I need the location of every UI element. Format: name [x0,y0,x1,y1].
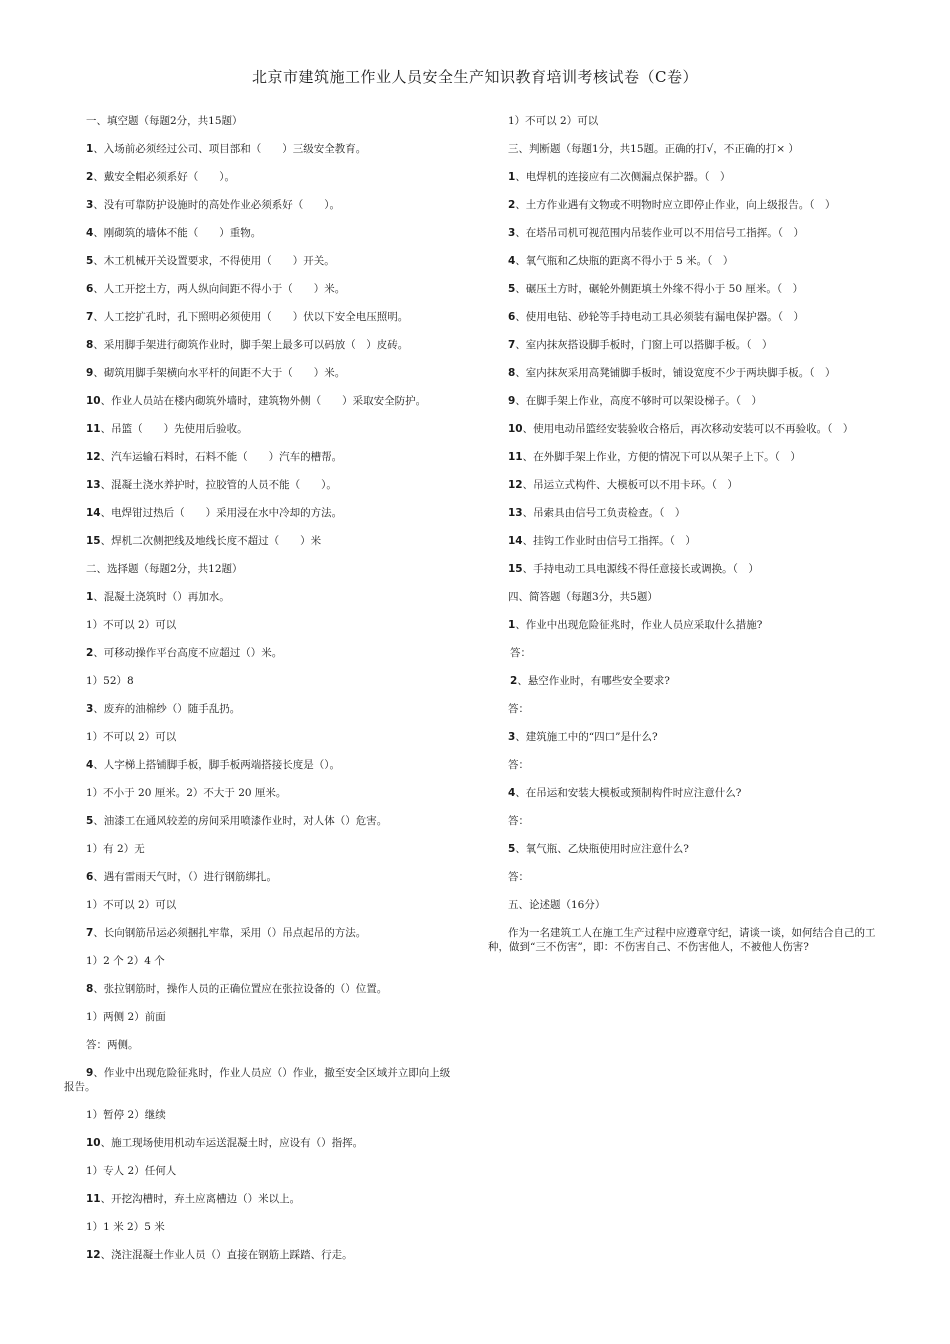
question-number: 15 [508,563,523,575]
question-line [508,226,804,240]
question-text: 、可移动操作平台高度不应超过（）米。 [93,647,283,659]
question-line [86,590,230,604]
question-number: 7 [86,311,94,323]
question-line [86,506,342,520]
question-line [86,1066,450,1080]
question-number: 9 [86,367,94,379]
question-number: 11 [86,1193,101,1205]
question-text: 、室内抹灰采用高凳铺脚手板时，铺设宽度不少于两块脚手板。（ ） [515,367,836,379]
text-line [508,926,876,940]
question-line [86,170,235,184]
question-text: 1）不可以 2）可以 [508,115,599,127]
question-text: 、使用电钻、砂轮等手持电动工具必须装有漏电保护器。（ ） [515,311,805,323]
question-text: 、在吊运和安装大模板或预制构件时应注意什么? [515,787,742,799]
question-text: 、室内抹灰搭设脚手板时，门窗上可以搭脚手板。（ ） [515,339,773,351]
question-text: 、废弃的油棉纱（）随手乱扔。 [93,703,241,715]
question-text: 、建筑施工中的“四口”是什么? [515,731,658,743]
question-number: 6 [86,871,94,883]
question-text: 、采用脚手架进行砌筑作业时，脚手架上最多可以码放（ ）皮砖。 [93,339,409,351]
question-text: 1）不可以 2）可以 [86,619,177,631]
question-number: 9 [508,395,516,407]
question-text: 、开挖沟槽时，弃土应离槽边（）米以上。 [100,1193,301,1205]
text-line [508,114,598,128]
question-line [86,282,345,296]
question-line [86,450,342,464]
exam-title: 北京市建筑施工作业人员安全生产知识教育培训考核试卷（C卷） [252,68,698,86]
question-number: 8 [86,983,94,995]
question-line [86,702,240,716]
question-text: 、吊索具由信号工负责检查。（ ） [522,507,686,519]
question-line [508,534,696,548]
question-text: 、施工现场使用机动车运送混凝土时，应设有（）指挥。 [100,1137,364,1149]
question-text: 五、论述题（16分） [508,899,606,911]
text-line [86,114,243,128]
question-line [508,394,762,408]
question-line [86,1192,300,1206]
question-number: 4 [508,787,516,799]
question-text: 、焊机二次侧把线及地线长度不超过（ ）米 [100,535,322,547]
question-text: 、在脚手架上作业，高度不够时可以架设梯子。（ ） [515,395,763,407]
question-text: 、戴安全帽必须系好（ ）。 [93,171,236,183]
question-number: 12 [86,1249,101,1261]
question-line [508,254,733,268]
question-number: 5 [86,815,94,827]
text-line [86,1220,165,1234]
question-number: 3 [86,199,94,211]
text-line [86,898,176,912]
question-text: 答： [510,647,531,659]
question-text: 1）不可以 2）可以 [86,731,177,743]
text-line [86,842,145,856]
question-number: 11 [508,451,523,463]
question-text: 答： [508,759,529,771]
text-line [508,870,529,884]
question-text: 、电焊机的连接应有二次侧漏点保护器。（ ） [515,171,731,183]
text-line [86,562,243,576]
question-line [508,198,836,212]
question-line [86,646,282,660]
text-line [508,590,658,604]
question-number: 2 [510,675,518,687]
text-line [86,786,286,800]
question-text: 、吊篮（ ）先使用后验收。 [100,423,248,435]
question-number: 4 [86,759,94,771]
question-line [508,618,762,632]
question-line [86,310,408,324]
question-text: 1）1 米 2）5 米 [86,1221,165,1233]
question-number: 9 [86,1067,94,1079]
question-text: 二、选择题（每题2分，共12题） [86,563,243,575]
question-number: 7 [86,927,94,939]
question-number: 10 [86,1137,101,1149]
question-text: 、使用电动吊篮经安装验收合格后，再次移动安装可以不再验收。（ ） [522,423,854,435]
question-text: 三、判断题（每题1分，共15题。正确的打√，不正确的打× ） [508,143,799,155]
question-text: 、手持电动工具电源线不得任意接长或调换。（ ） [522,563,759,575]
question-number: 3 [86,703,94,715]
question-line [86,394,426,408]
question-line [86,926,366,940]
question-line [508,786,741,800]
question-line [508,562,759,576]
question-line [508,310,804,324]
question-text: 报告。 [64,1081,96,1093]
question-text: 1）暂停 2）继续 [86,1109,166,1121]
question-number: 13 [508,507,523,519]
question-text: 、氧气瓶和乙炔瓶的距离不得小于 5 米。（ ） [515,255,734,267]
question-text: 、木工机械开关设置要求，不得使用（ ）开关。 [93,255,335,267]
question-number: 6 [508,311,516,323]
question-line [508,366,836,380]
question-line [508,506,685,520]
question-text: 、汽车运输石料时，石料不能（ ）汽车的槽帮。 [100,451,343,463]
question-text: 、入场前必须经过公司、项目部和（ ）三级安全教育。 [93,143,367,155]
question-line [508,282,803,296]
text-line [508,702,529,716]
question-line [508,730,658,744]
question-text: 种，做到“三不伤害”，即：不伤害自己、不伤害他人，不被他人伤害? [488,941,809,953]
text-line [508,898,605,912]
question-number: 8 [86,339,94,351]
question-number: 3 [508,227,516,239]
question-text: 1）有 2）无 [86,843,145,855]
question-number: 12 [86,451,101,463]
question-line [86,870,277,884]
question-line [86,366,345,380]
question-text: 答： [508,871,529,883]
question-text: 、电焊钳过热后（ ）采用浸在水中冷却的方法。 [100,507,343,519]
question-text: 、氧气瓶、乙炔瓶使用时应注意什么? [515,843,689,855]
question-line [86,982,387,996]
question-number: 4 [508,255,516,267]
question-number: 5 [508,283,516,295]
question-line [508,170,731,184]
question-line [510,674,670,688]
question-number: 14 [86,507,101,519]
question-number: 1 [508,619,516,631]
question-number: 15 [86,535,101,547]
question-number: 4 [86,227,94,239]
question-line [86,226,261,240]
question-text: 1）不小于 20 厘米。2）不大于 20 厘米。 [86,787,287,799]
question-text: 答：两侧。 [86,1039,139,1051]
text-line [86,674,134,688]
question-text: 、混凝土浇筑时（）再加水。 [93,591,230,603]
question-number: 5 [508,843,516,855]
question-text: 1）2 个 2）4 个 [86,955,165,967]
question-line [86,758,340,772]
question-number: 12 [508,479,523,491]
question-text: 、碾压土方时，碾轮外侧距填土外缘不得小于 50 厘米。（ ） [515,283,804,295]
question-line [86,478,337,492]
question-text: 、人工挖扩孔时，孔下照明必须使用（ ）伏以下安全电压照明。 [93,311,409,323]
question-text: 、作业中出现危险征兆时，作业人员应（）作业，撤至安全区域并立即向上级 [93,1067,451,1079]
text-line [488,940,809,954]
question-line [86,142,366,156]
question-number: 1 [86,143,94,155]
text-line [86,954,165,968]
question-line [508,450,801,464]
question-text: 1）52）8 [86,675,134,687]
question-text: 、人字梯上搭铺脚手板，脚手板两端搭接长度是（）。 [93,759,341,771]
question-text: 、人工开挖土方，两人纵向间距不得小于（ ）米。 [93,283,346,295]
text-line [508,814,529,828]
text-line [508,758,529,772]
text-line [86,1038,139,1052]
question-text: 答： [508,815,529,827]
question-text: 作为一名建筑工人在施工生产过程中应遵章守纪，请谈一谈，如何结合自己的工 [508,927,876,939]
question-text: 、作业人员站在楼内砌筑外墙时，建筑物外侧（ ）采取安全防护。 [100,395,427,407]
question-text: 1）不可以 2）可以 [86,899,177,911]
question-line [86,254,335,268]
question-text: 、挂钩工作业时由信号工指挥。（ ） [522,535,696,547]
question-text: 四、简答题（每题3分，共5题） [508,591,658,603]
text-line [86,1164,176,1178]
question-text: 、吊运立式构件、大模板可以不用卡环。（ ） [522,479,738,491]
question-line [86,1248,353,1262]
question-text: 、没有可靠防护设施时的高处作业必须系好（ ）。 [93,199,341,211]
question-number: 10 [508,423,523,435]
question-text: 、刚砌筑的墙体不能（ ）重物。 [93,227,262,239]
question-line [86,814,387,828]
question-text: 、在塔吊司机可视范围内吊装作业可以不用信号工指挥。（ ） [515,227,805,239]
question-number: 1 [86,591,94,603]
question-line [508,842,689,856]
question-line [508,478,738,492]
question-text: 答： [508,703,529,715]
question-line [508,422,853,436]
question-text: 、作业中出现危险征兆时，作业人员应采取什么措施? [515,619,763,631]
question-text: 、浇注混凝土作业人员（）直接在钢筋上踩踏、行走。 [100,1249,353,1261]
text-line [86,730,176,744]
question-text: 一、填空题（每题2分，共15题） [86,115,243,127]
text-line [64,1080,96,1094]
question-line [86,1136,363,1150]
question-line [86,198,340,212]
question-number: 3 [508,731,516,743]
text-line [86,618,176,632]
question-number: 11 [86,423,101,435]
question-line [86,338,408,352]
question-text: 、油漆工在通风较差的房间采用喷漆作业时，对人体（）危害。 [93,815,388,827]
question-number: 2 [508,199,516,211]
question-line [86,534,321,548]
question-number: 2 [86,171,94,183]
question-text: 、在外脚手架上作业，方便的情况下可以从架子上下。（ ） [522,451,801,463]
question-line [508,338,773,352]
question-number: 10 [86,395,101,407]
question-line [86,422,248,436]
question-number: 1 [508,171,516,183]
text-line [86,1010,166,1024]
question-number: 13 [86,479,101,491]
text-line [86,1108,166,1122]
question-number: 8 [508,367,516,379]
question-text: 、混凝土浇水养护时，拉胶管的人员不能（ ）。 [100,479,337,491]
question-text: 、遇有雷雨天气时，（）进行钢筋绑扎。 [93,871,278,883]
text-line [508,142,799,156]
question-number: 7 [508,339,516,351]
question-text: 、砌筑用脚手架横向水平杆的间距不大于（ ）米。 [93,367,346,379]
question-number: 2 [86,647,94,659]
question-number: 5 [86,255,94,267]
question-text: 1）专人 2）任何人 [86,1165,177,1177]
question-text: 、土方作业遇有文物或不明物时应立即停止作业，向上级报告。（ ） [515,199,836,211]
question-text: 、长向钢筋吊运必须捆扎牢靠，采用（）吊点起吊的方法。 [93,927,367,939]
question-number: 14 [508,535,523,547]
question-text: 1）两侧 2）前面 [86,1011,166,1023]
question-text: 、张拉钢筋时，操作人员的正确位置应在张拉设备的（）位置。 [93,983,388,995]
question-text: 、悬空作业时，有哪些安全要求? [517,675,670,687]
question-number: 6 [86,283,94,295]
text-line [510,646,531,660]
